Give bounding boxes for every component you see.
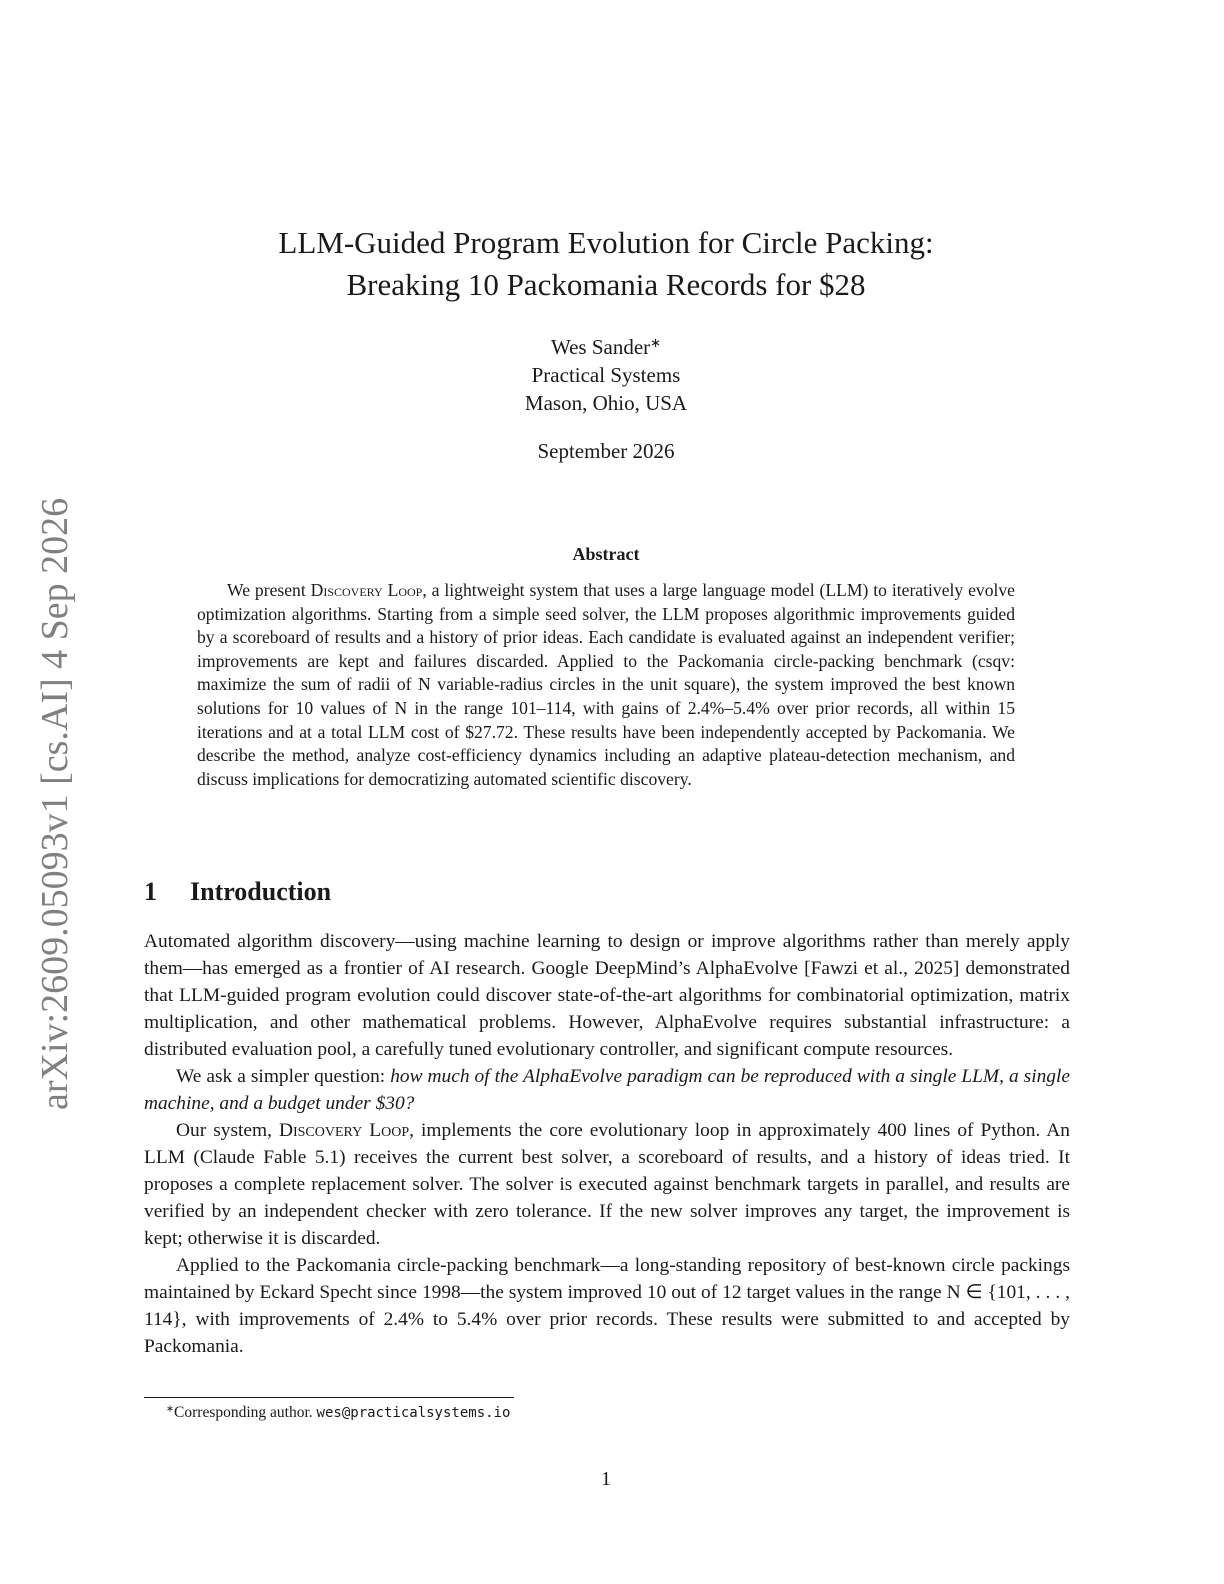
abstract-heading: Abstract <box>572 544 640 564</box>
footnote-mark: ∗ <box>166 1403 175 1415</box>
intro-p3-post: , implements the core evolutionary loop in approximately 400 lines of Python. An LLM (Claude Fable 5.1) receives the current best solver, a scoreboard of results, and a history of ideas tried. It proposes a complete replacement solver. The solver is executed against benchmark targets in parallel, and results are verified by an independent checker with zero tolerance. If the new solver improves any target, the improvement is kept; otherwise it is discarded. <box>144 1120 1071 1249</box>
section-heading-introduction <box>144 874 1068 910</box>
intro-p2-question: how much of the AlphaEvolve paradigm can be reproduced with a single LLM, a single machine, and a budget under $30? <box>144 1066 1070 1114</box>
author-footnote-mark[interactable]: ∗ <box>650 334 662 350</box>
abstract-body <box>197 579 1015 791</box>
paper-date: September 2026 <box>537 439 675 463</box>
intro-p3-pre: Our system, <box>176 1120 279 1141</box>
abstract-pre: We present <box>227 580 311 600</box>
intro-p2-pre: We ask a simpler question: <box>176 1066 391 1087</box>
title-line-1: LLM-Guided Program Evolution for Circle Packing: <box>278 225 934 260</box>
intro-p3-system-name: Discovery Loop <box>278 1120 410 1141</box>
section-title: Introduction <box>190 877 332 906</box>
footnote-text: Corresponding author. <box>174 1404 317 1421</box>
intro-paragraph-1: Automated algorithm discovery—using machine learning to design or improve algorithms rather than merely apply them—has emerged as a frontier of AI research. Google DeepMind’s AlphaEvolve [Fawzi et al., 2025] demonstrated that LLM-guided program evolution could discover state-of-the-art algorithms for combinatorial optimization, matrix multiplication, and other mathematical problems. However, AlphaEvolve requires substantial infrastructure: a distributed evaluation pool, a carefully tuned evolutionary controller, and significant compute resources. <box>144 931 1070 1060</box>
arxiv-sidebar-stamp[interactable]: arXiv:2609.05093v1 [cs.AI] 4 Sep 2026 <box>34 497 76 1110</box>
author-location: Mason, Ohio, USA <box>524 391 688 415</box>
title-line-2: Breaking 10 Packomania Records for $28 <box>346 267 866 302</box>
abstract-text: , a lightweight system that uses a large language model (LLM) to iteratively evolve optimization algorithms. Starting from a simple seed solver, the LLM proposes algorithmic improvements guided by a scoreboard of results and a history of prior ideas. Each candidate is evaluated against an independent verifier; improvements are kept and failures discarded. Applied to the Packomania circle-packing benchmark (csqv: maximize the sum of radii of N variable-radius circles in the unit square), the system improved the best known solutions for 10 values of N in the range 101–114, with gains of 2.4%–5.4% over prior records, all within 15 iterations and at a total LLM cost of $27.72. These results have been independently accepted by Packomania. We describe the method, analyze cost-efficiency dynamics including an adaptive plateau-detection mechanism, and discuss implications for democratizing automated scientific discovery. <box>197 580 1015 789</box>
page-number: 1 <box>601 1468 611 1490</box>
author-name-line <box>144 333 1068 361</box>
section-number: 1 <box>144 877 157 906</box>
intro-paragraph-4: Applied to the Packomania circle-packing benchmark—a long-standing repository of best-known circle packings maintained by Eckard Specht since 1998—the system improved 10 out of 12 target values in the range N ∈ {101, . . . , 114}, with improvements of 2.4% to 5.4% over prior records. These results were submitted to and accepted by Packomania. <box>144 1255 1070 1357</box>
footnote-email-link[interactable]: wes@practicalsystems.io <box>316 1405 511 1421</box>
footnote <box>166 1402 1046 1424</box>
paper-title <box>144 222 1068 306</box>
author-affiliation: Practical Systems <box>531 363 681 387</box>
intro-paragraph-2 <box>144 1063 1070 1117</box>
footnote-rule <box>144 1397 514 1398</box>
abstract-system-name: Discovery Loop <box>310 580 423 600</box>
author-block <box>144 333 1068 417</box>
intro-paragraph-3 <box>144 1117 1070 1252</box>
introduction-body <box>144 928 1070 1360</box>
author-name: Wes Sander <box>550 335 651 359</box>
